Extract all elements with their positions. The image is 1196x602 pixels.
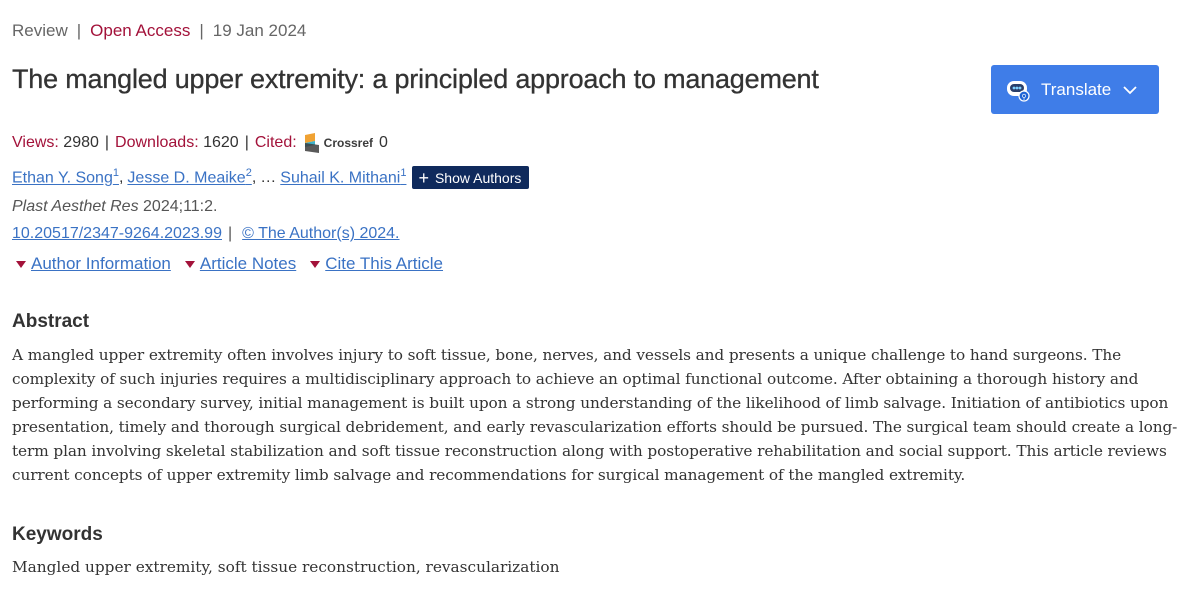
keywords-text: Mangled upper extremity, soft tissue reconstruction, revascularization [12, 558, 560, 576]
show-authors-button[interactable]: + Show Authors [412, 166, 529, 189]
abstract-text: A mangled upper extremity often involves injury to soft tissue, bone, nerves, and vessels and presents a unique challenge to hand surgeons. The complexity of such injuries requires a multidisciplinary approach to achieve an optimal functional outcome. After obtaining a thorough history and performing a secondary survey, initial management is built upon a strong understanding of the likelihood of limb salvage. Initiation of antibiotics upon presentation, timely and thorough surgical debridement, and early revascularization efforts should be pursued. The surgical team should create a long-term plan involving skeletal stabilization and soft tissue reconstruction along with postoperative rehabilitation and social support. This article reviews current concepts of upper extremity limb salvage and recommendations for surgical management of the mangled extremity. [12, 346, 1178, 484]
chevron-down-icon [1121, 81, 1139, 99]
article-info-toggles [12, 254, 453, 274]
author-information-toggle[interactable]: Author Information [12, 254, 171, 274]
article-type: Review [12, 21, 68, 40]
plus-icon: + [418, 167, 429, 188]
journal-volume: 2024;11:2. [143, 198, 218, 215]
downloads-count: 1620 [203, 134, 239, 151]
doi-line [12, 225, 400, 243]
crossref-icon [303, 133, 321, 153]
journal-citation [12, 198, 217, 216]
journal-name: Plast Aesthet Res [12, 198, 139, 215]
caret-down-icon [310, 261, 320, 268]
caret-down-icon [16, 261, 26, 268]
caret-down-icon [185, 261, 195, 268]
separator: | [199, 21, 204, 40]
authors-ellipsis: … [260, 168, 277, 186]
separator: | [244, 134, 249, 151]
article-title: The mangled upper extremity: a principled approach to management [12, 64, 819, 94]
doi-link[interactable]: 10.20517/2347-9264.2023.99 [12, 225, 222, 242]
translate-button[interactable] [991, 65, 1159, 114]
crossref-label: Crossref [323, 136, 374, 150]
cited-count: 0 [379, 134, 388, 151]
downloads-label: Downloads: [115, 134, 199, 151]
separator: | [76, 21, 82, 40]
publish-date: 19 Jan 2024 [212, 21, 307, 40]
article-meta-line [12, 21, 306, 41]
copyright-link[interactable]: © The Author(s) 2024. [242, 225, 400, 242]
chatbot-icon [1005, 77, 1031, 103]
keywords-heading: Keywords [12, 524, 103, 545]
separator: | [227, 225, 233, 242]
article-notes-toggle[interactable]: Article Notes [181, 254, 296, 274]
author-link[interactable]: Suhail K. Mithani$^1$ [280, 167, 407, 187]
open-access-label: Open Access [90, 21, 191, 40]
svg-text:⚲: ⚲ [1021, 92, 1027, 101]
author-list: Ethan Y. Song$^1$ , Jesse D. Meaike$^2$ , … Suhail K. Mithani$^1$ + Show Authors [12, 166, 529, 189]
author-link[interactable]: Jesse D. Meaike$^2$ [127, 167, 252, 187]
author-link[interactable]: Ethan Y. Song$^1$ [12, 167, 119, 187]
views-label: Views: [12, 134, 59, 151]
views-count: 2980 [63, 134, 99, 151]
crossref-badge[interactable] [303, 133, 373, 153]
separator: | [104, 134, 110, 151]
abstract-heading: Abstract [12, 311, 90, 332]
cite-this-article-toggle[interactable]: Cite This Article [306, 254, 443, 274]
translate-label: Translate [1041, 79, 1112, 99]
article-stats [12, 133, 388, 153]
cited-label: Cited: [254, 134, 297, 151]
